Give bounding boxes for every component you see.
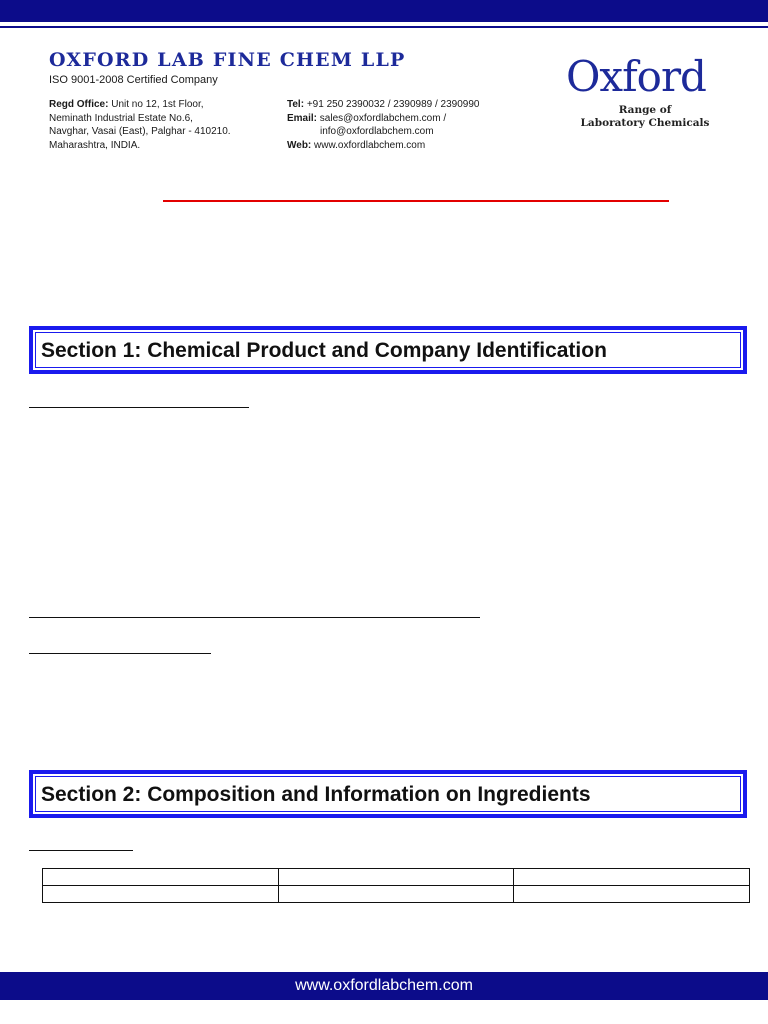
footer-url[interactable]: www.oxfordlabchem.com <box>295 977 473 994</box>
tel-label: Tel: <box>287 99 305 110</box>
field-underline-2 <box>29 617 480 618</box>
field-underline-1 <box>29 407 249 408</box>
table-cell <box>278 869 514 886</box>
address-line-3: Navghar, Vasai (East), Palghar - 410210. <box>49 126 231 138</box>
address-label: Regd Office: <box>49 99 109 110</box>
section-2-header <box>29 770 747 818</box>
logo-tagline <box>570 104 720 130</box>
section-1-header <box>29 326 747 374</box>
tel-numbers: +91 250 2390032 / 2390989 / 2390990 <box>304 99 480 110</box>
table-cell <box>514 886 750 903</box>
table-cell <box>514 869 750 886</box>
address-line-1: Unit no 12, 1st Floor, <box>108 99 204 110</box>
table-row <box>43 869 750 886</box>
table-cell <box>43 886 279 903</box>
table-cell <box>43 869 279 886</box>
web-url: www.oxfordlabchem.com <box>311 139 426 151</box>
address-line-2: Neminath Industrial Estate No.6, <box>49 112 193 124</box>
table-cell <box>278 886 514 903</box>
logo-tagline-line-2: Laboratory Chemicals <box>580 117 710 129</box>
address-line-4: Maharashtra, INDIA. <box>49 139 141 151</box>
footer-url-bar <box>0 972 768 1000</box>
top-banner-bar <box>0 0 768 22</box>
web-label: Web: <box>287 139 312 151</box>
email-info: info@oxfordlabchem.com <box>320 126 434 138</box>
section-2-title: Section 2: Composition and Information on Ingredients <box>41 783 591 806</box>
logo-tagline-line-1: Range of <box>618 104 672 116</box>
contact-details <box>287 98 480 152</box>
email-label: Email: <box>287 112 318 124</box>
top-banner-rule <box>0 26 768 28</box>
registered-office-address <box>49 98 231 152</box>
field-underline-4 <box>29 850 133 851</box>
field-underline-3 <box>29 653 211 654</box>
composition-table <box>42 868 750 903</box>
oxford-logo <box>560 52 730 132</box>
company-name: OXFORD LAB FINE CHEM LLP <box>49 49 406 71</box>
email-sales: sales@oxfordlabchem.com / <box>317 112 447 124</box>
logo-wordmark: Oxford <box>566 52 706 101</box>
section-1-title: Section 1: Chemical Product and Company Identification <box>41 339 607 362</box>
table-row <box>43 886 750 903</box>
header-divider <box>163 200 669 202</box>
iso-certification: ISO 9001-2008 Certified Company <box>49 74 218 86</box>
